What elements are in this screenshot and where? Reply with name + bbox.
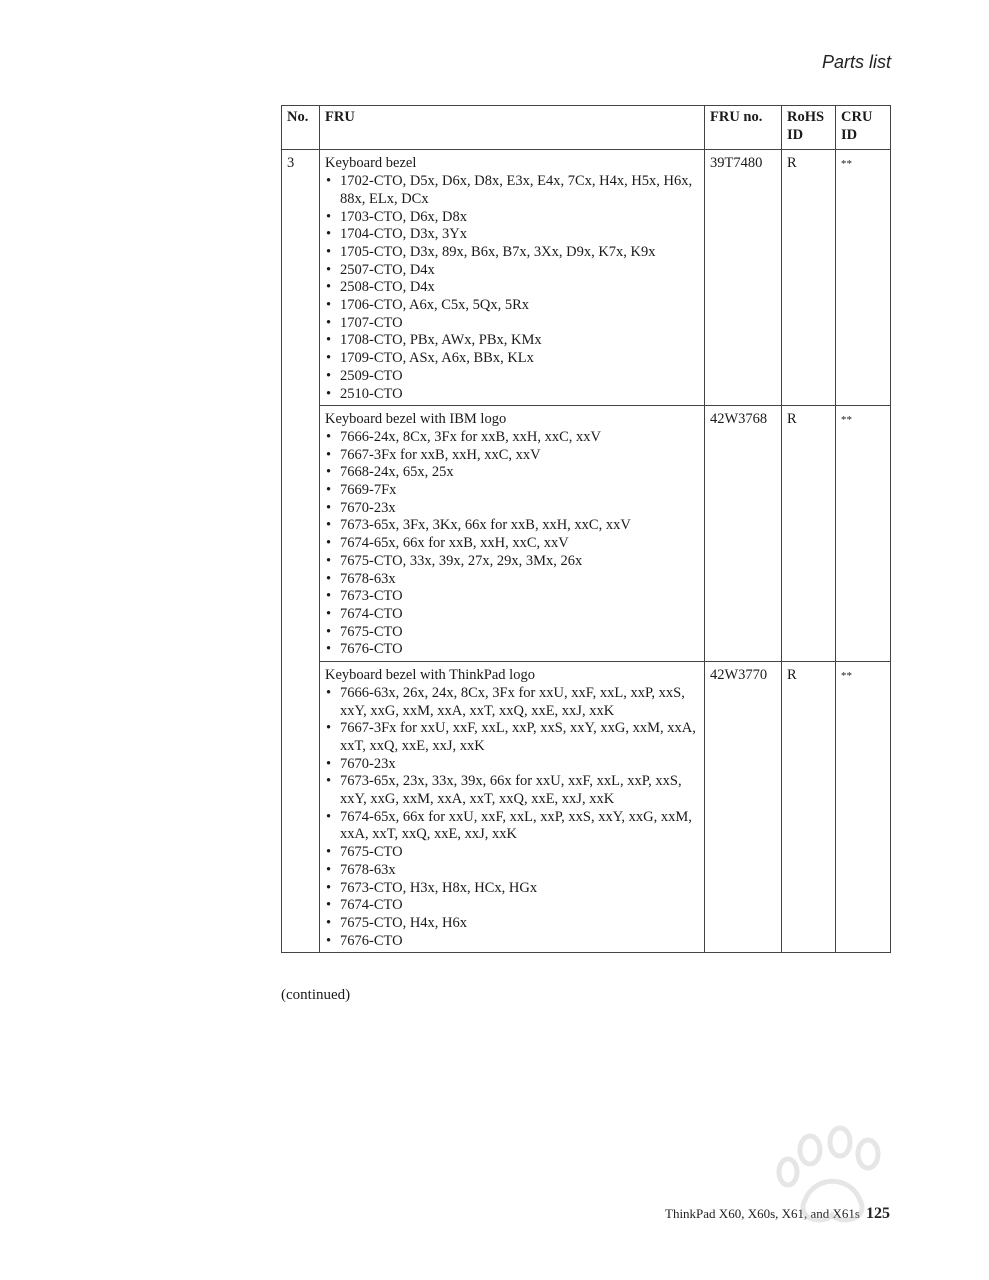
cell-no [282, 662, 320, 953]
list-item: • 7668-24x, 65x, 25x [325, 464, 699, 482]
cell-cru-id [836, 150, 891, 406]
continued-note: (continued) [281, 987, 351, 1003]
cell-fru-no [705, 150, 782, 406]
list-item: • 7673-65x, 3Fx, 3Kx, 66x for xxB, xxH, xxC, xxV [325, 517, 699, 535]
list-item: • 1704-CTO, D3x, 3Yx [325, 226, 699, 244]
cell-fru [320, 150, 705, 406]
column-header-no: No. [282, 106, 320, 150]
cell-fru-no-value: 42W3768 [710, 411, 768, 428]
list-item: • 7675-CTO [325, 844, 699, 862]
cell-cru-id-value: ** [841, 414, 852, 427]
fru-name: Keyboard bezel [325, 155, 417, 172]
cell-fru-no-value: 39T7480 [710, 155, 763, 172]
list-item: • 7674-CTO [325, 897, 699, 915]
list-item: • 2509-CTO [325, 368, 699, 386]
cell-fru-no [705, 662, 782, 953]
page-number: 125 [866, 1205, 890, 1222]
cell-rohs-id-value: R [787, 155, 797, 172]
book-title: ThinkPad X60, X60s, X61, and X61s [665, 1206, 860, 1221]
list-item: • 7674-CTO [325, 606, 699, 624]
column-header-rohs-id: RoHS ID [782, 106, 836, 150]
list-item: • 1706-CTO, A6x, C5x, 5Qx, 5Rx [325, 297, 699, 315]
table-row [282, 406, 891, 662]
paw-print-icon [700, 1120, 940, 1270]
list-item: • 7678-63x [325, 862, 699, 880]
cell-cru-id-value: ** [841, 670, 852, 683]
cell-cru-id-value: ** [841, 158, 852, 171]
list-item: • 7674-65x, 66x for xxU, xxF, xxL, xxP, xxS, xxY, xxG, xxM, xxA, xxT, xxQ, xxE, xxJ, xxK [325, 809, 699, 844]
cell-fru [320, 662, 705, 953]
cell-fru-no-value: 42W3770 [710, 667, 768, 684]
list-item: • 7673-CTO [325, 588, 699, 606]
list-item: • 7676-CTO [325, 641, 699, 659]
list-item: • 7669-7Fx [325, 482, 699, 500]
list-item: • 7675-CTO, 33x, 39x, 27x, 29x, 3Mx, 26x [325, 553, 699, 571]
list-item: • 1702-CTO, D5x, D6x, D8x, E3x, E4x, 7Cx, H4x, H5x, H6x, 88x, ELx, DCx [325, 173, 699, 208]
list-item: • 7667-3Fx for xxB, xxH, xxC, xxV [325, 447, 699, 465]
list-item: • 1709-CTO, ASx, A6x, BBx, KLx [325, 350, 699, 368]
column-header-cru-id: CRU ID [836, 106, 891, 150]
cell-no: 3 [282, 150, 320, 406]
cell-cru-id [836, 662, 891, 953]
cell-rohs-id-value: R [787, 667, 797, 684]
list-item: • 7674-65x, 66x for xxB, xxH, xxC, xxV [325, 535, 699, 553]
list-item: • 7675-CTO [325, 624, 699, 642]
list-item: • 1705-CTO, D3x, 89x, B6x, B7x, 3Xx, D9x, K7x, K9x [325, 244, 699, 262]
parts-table-body [282, 150, 891, 953]
list-item: • 2510-CTO [325, 386, 699, 404]
fru-name: Keyboard bezel with IBM logo [325, 411, 507, 428]
list-item: • 7673-CTO, H3x, H8x, HCx, HGx [325, 880, 699, 898]
cell-rohs-id [782, 406, 836, 662]
list-item: • 7673-65x, 23x, 33x, 39x, 66x for xxU, xxF, xxL, xxP, xxS, xxY, xxG, xxM, xxA, xxT, xxQ, xxE, xxJ, xxK [325, 773, 699, 808]
list-item: • 7675-CTO, H4x, H6x [325, 915, 699, 933]
cell-cru-id [836, 406, 891, 662]
fru-name: Keyboard bezel with ThinkPad logo [325, 667, 535, 684]
cell-rohs-id-value: R [787, 411, 797, 428]
cell-rohs-id [782, 150, 836, 406]
cell-fru [320, 406, 705, 662]
column-header-fru-no: FRU no. [705, 106, 782, 150]
list-item: • 7667-3Fx for xxU, xxF, xxL, xxP, xxS, xxY, xxG, xxM, xxA, xxT, xxQ, xxE, xxJ, xxK [325, 720, 699, 755]
model-list [325, 429, 699, 659]
model-list [325, 685, 699, 951]
list-item: • 7676-CTO [325, 933, 699, 951]
column-header-fru: FRU [320, 106, 705, 150]
table-header-row [282, 106, 891, 150]
list-item: • 2507-CTO, D4x [325, 262, 699, 280]
list-item: • 1708-CTO, PBx, AWx, PBx, KMx [325, 332, 699, 350]
model-list [325, 173, 699, 403]
cell-rohs-id [782, 662, 836, 953]
running-title: Parts list [821, 52, 891, 72]
table-row [282, 150, 891, 406]
list-item: • 7670-23x [325, 500, 699, 518]
list-item: • 1707-CTO [325, 315, 699, 333]
list-item: • 7678-63x [325, 571, 699, 589]
table-row [282, 662, 891, 953]
list-item: • 7666-24x, 8Cx, 3Fx for xxB, xxH, xxC, xxV [325, 429, 699, 447]
cell-no [282, 406, 320, 662]
list-item: • 7670-23x [325, 756, 699, 774]
parts-table [281, 105, 891, 953]
list-item: • 2508-CTO, D4x [325, 279, 699, 297]
list-item: • 1703-CTO, D6x, D8x [325, 209, 699, 227]
cell-fru-no [705, 406, 782, 662]
list-item: • 7666-63x, 26x, 24x, 8Cx, 3Fx for xxU, xxF, xxL, xxP, xxS, xxY, xxG, xxM, xxA, xxT, xxQ, xxE, xxJ, xxK [325, 685, 699, 720]
